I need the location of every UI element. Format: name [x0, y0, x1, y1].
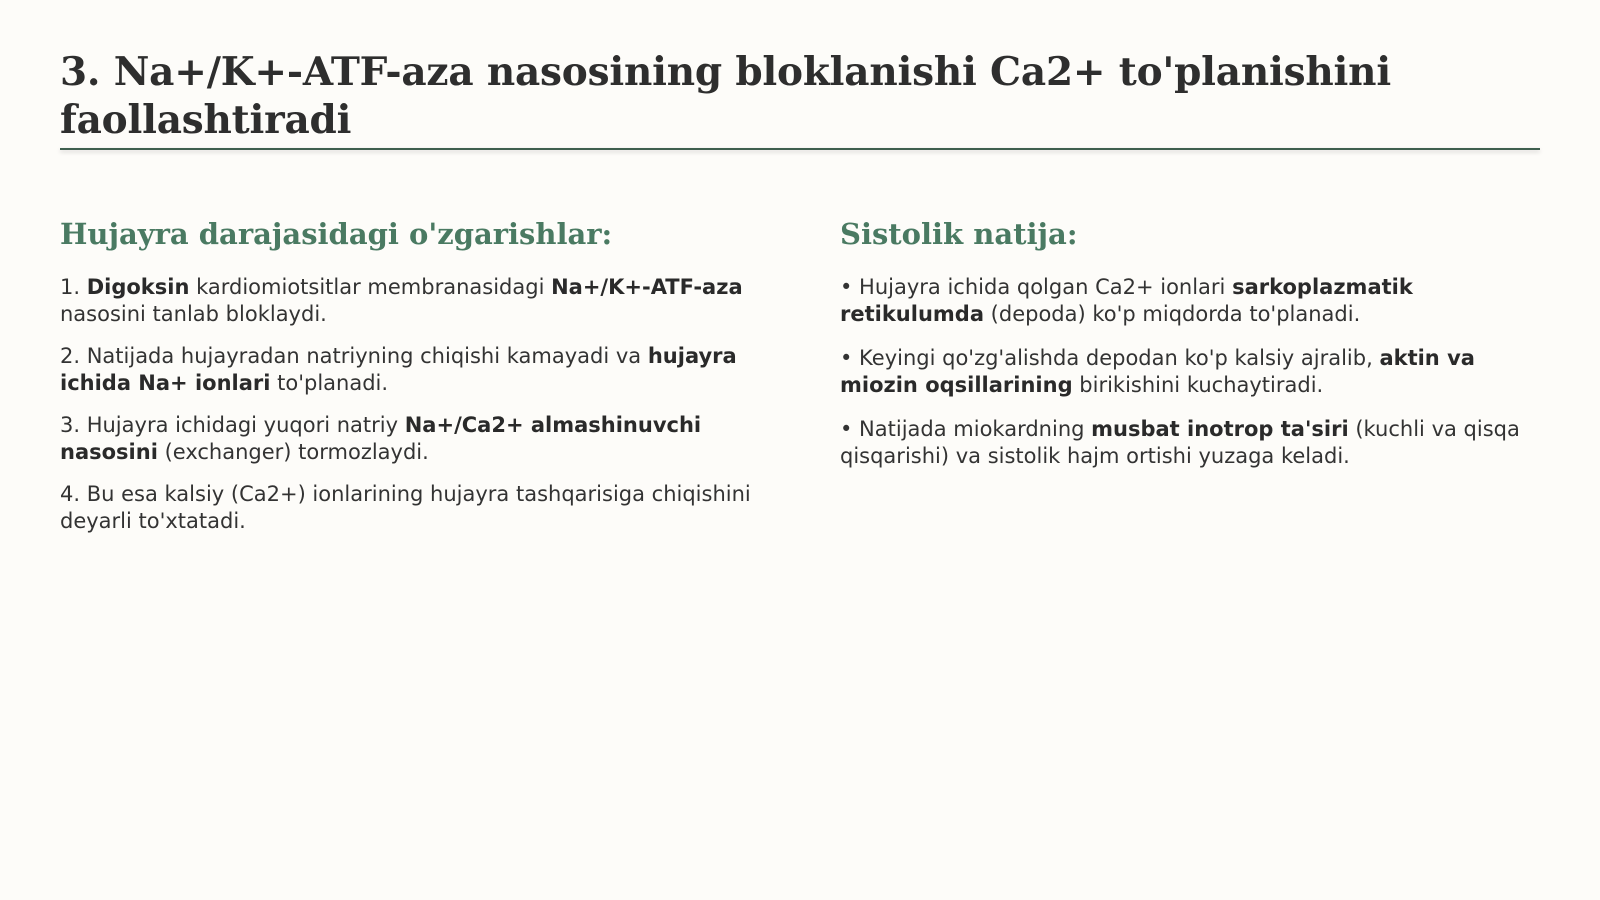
left-column	[60, 214, 760, 550]
text-run: (exchanger) tormozlaydi.	[157, 440, 429, 464]
bold-text-run: musbat inotrop ta'siri	[1091, 417, 1349, 441]
text-run: • Natijada miokardning	[840, 417, 1092, 441]
right-item-list	[840, 274, 1530, 470]
right-list-item	[840, 416, 1530, 470]
right-column	[840, 214, 1530, 487]
text-run: birikishini kuchaytiradi.	[1072, 373, 1324, 397]
text-run: 2. Natijada hujayradan natriyning chiqishi kamayadi va	[60, 344, 648, 368]
right-column-heading: Sistolik natija:	[840, 217, 1078, 251]
left-list-item	[60, 343, 760, 397]
left-item-list	[60, 274, 760, 535]
text-run: 3. Hujayra ichidagi yuqori natriy	[60, 413, 405, 437]
text-run: nasosini tanlab bloklaydi.	[60, 302, 327, 326]
text-run: • Keyingi qo'zg'alishda depodan ko'p kalsiy ajralib,	[840, 346, 1380, 370]
bold-text-run: Na+/K+-ATF-aza	[551, 275, 743, 299]
title-block	[60, 48, 1540, 150]
text-run: • Hujayra ichida qolgan Ca2+ ionlari	[840, 275, 1233, 299]
left-column-heading: Hujayra darajasidagi o'zgarishlar:	[60, 217, 613, 251]
title-divider	[60, 148, 1540, 150]
text-run: (depoda) ko'p miqdorda to'planadi.	[984, 302, 1361, 326]
bold-text-run: Digoksin	[86, 275, 190, 299]
text-run: to'planadi.	[270, 371, 389, 395]
right-list-item	[840, 345, 1530, 399]
left-list-item	[60, 274, 760, 328]
left-list-item	[60, 412, 760, 466]
page-title: 3. Na+/K+-ATF-aza nasosining bloklanishi Ca2+ to'planishini faollashtiradi	[60, 49, 1391, 143]
text-run: 1.	[60, 275, 87, 299]
text-run: 4. Bu esa kalsiy (Ca2+) ionlarining hujayra tashqarisiga chiqishini deyarli to'xtatadi.	[60, 482, 751, 533]
text-run: kardiomiotsitlar membranasidagi	[189, 275, 552, 299]
text-run: (kuchli va qisqa qisqarishi) va sistolik hajm ortishi yuzaga keladi.	[840, 417, 1520, 468]
bold-text-run: sarkoplazmatik retikulumda	[840, 275, 1413, 326]
left-list-item	[60, 481, 760, 535]
bold-text-run: hujayra ichida Na+ ionlari	[60, 344, 737, 395]
bold-text-run: aktin va miozin oqsillarining	[840, 346, 1475, 397]
bold-text-run: Na+/Ca2+ almashinuvchi nasosini	[60, 413, 702, 464]
right-list-item	[840, 274, 1530, 328]
